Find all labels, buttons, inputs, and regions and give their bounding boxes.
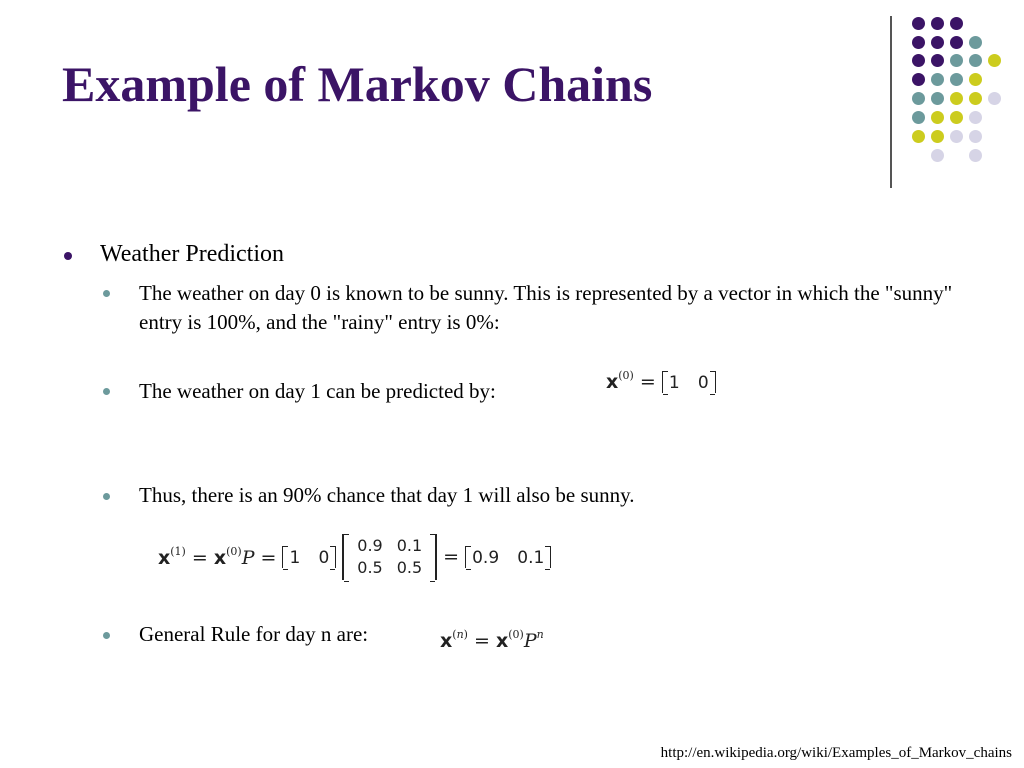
sub-bullet-day1: The weather on day 1 can be predicted by: <box>139 379 496 403</box>
decor-dot <box>969 149 982 162</box>
decor-dot <box>912 36 925 49</box>
x0-value: 1 <box>289 548 301 568</box>
decor-dot <box>931 149 944 162</box>
slide-title: Example of Markov Chains <box>62 56 653 112</box>
decor-dot <box>969 130 982 143</box>
decor-dot <box>969 54 982 67</box>
x0-value: 1 <box>668 373 680 393</box>
equation-general: $x^{(n)} = x^{(0)}P^n$ <box>440 628 544 652</box>
decor-dot <box>931 54 944 67</box>
decor-dot <box>950 111 963 124</box>
decor-dot <box>931 73 944 86</box>
equation-x0: $x^{(0)} = 1$ 0 <box>606 369 716 393</box>
decor-dot <box>912 73 925 86</box>
transition-matrix <box>342 534 437 580</box>
sub-bullet-marker <box>103 632 110 639</box>
decor-dot <box>931 36 944 49</box>
source-url: http://en.wikipedia.org/wiki/Examples_of_Markov_chains <box>660 745 1012 761</box>
decor-dot <box>988 54 1001 67</box>
main-bullet-text: Weather Prediction <box>100 241 284 267</box>
decor-dot <box>969 73 982 86</box>
main-bullet-marker <box>64 252 72 260</box>
x0-value: 0 <box>697 373 709 393</box>
decor-dot <box>912 54 925 67</box>
decor-dot <box>912 130 925 143</box>
decor-dot <box>931 111 944 124</box>
sub-bullet-marker <box>103 388 110 395</box>
sub-bullet-general-rule: General Rule for day n are: <box>139 622 369 646</box>
decor-dot <box>931 92 944 105</box>
decor-dot <box>912 92 925 105</box>
decor-dot <box>969 111 982 124</box>
decor-dot <box>912 17 925 30</box>
decor-dot <box>950 130 963 143</box>
decor-dot <box>950 54 963 67</box>
matrix-cell: 0.5 <box>396 558 423 577</box>
x0-vector <box>662 371 716 393</box>
sub-bullet-marker <box>103 290 110 297</box>
decor-dot <box>931 130 944 143</box>
decor-dot <box>950 92 963 105</box>
matrix-cell: 0.9 <box>357 536 383 555</box>
sub-bullet-marker <box>103 493 110 500</box>
x0-value: 0 <box>318 548 330 568</box>
sub-bullet-chance: Thus, there is an 90% chance that day 1 will also be sunny. <box>139 483 635 507</box>
decor-dot <box>912 111 925 124</box>
decor-dot <box>931 17 944 30</box>
matrix-cell: 0.1 <box>396 536 423 555</box>
decor-dot <box>950 36 963 49</box>
sub-bullet-day0: The weather on day 0 is known to be sunny. This is represented by a vector in which the "sunny" entry is 100%, and the "rainy" entry is 0%: <box>139 281 953 334</box>
matrix-cell: 0.5 <box>357 558 383 577</box>
x0-vector-inline <box>282 546 336 568</box>
decor-dot <box>969 36 982 49</box>
equation-x1: $x^{(1)} = x^{(0)}P$ = 1 0 0.9 0.1 0.5 0.5 = 0.9 0.1 <box>158 534 551 580</box>
x1-value: 0.9 <box>472 548 500 568</box>
decor-dot <box>969 92 982 105</box>
x1-result-vector <box>465 546 551 568</box>
title-divider-line <box>890 16 892 188</box>
decor-dot <box>988 92 1001 105</box>
x1-value: 0.1 <box>517 548 545 568</box>
decor-dot <box>950 73 963 86</box>
decor-dot <box>950 17 963 30</box>
